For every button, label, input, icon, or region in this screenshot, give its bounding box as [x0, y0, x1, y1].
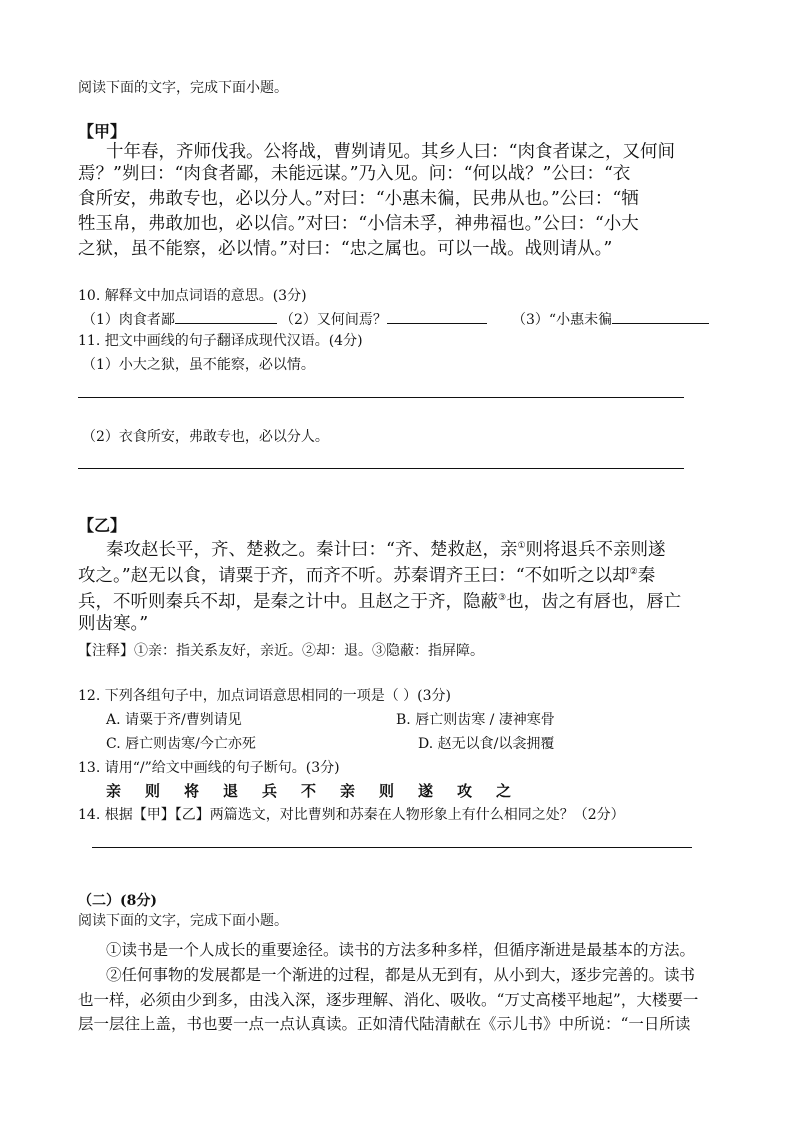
yi-annotation: 【注释】①亲：指关系友好，亲近。②却：退。③隐蔽：指屏障。: [78, 643, 484, 659]
question-10-item-3: （3）“小惠未徧: [512, 309, 709, 330]
answer-blank[interactable]: [175, 309, 277, 324]
yi-line-4: 则齿寒。”: [78, 614, 149, 634]
part-2-instruction: 阅读下面的文字，完成下面小题。: [78, 913, 288, 929]
question-13-sentence: 亲则将退兵不亲则遂攻之: [106, 782, 536, 800]
part-2-paragraph-2-line-2: 也一样，必须由少到多，由浅入深，逐步理解、消化、吸收。“万丈高楼平地起”，大楼要一: [78, 991, 699, 1009]
question-10-item-1: （1）肉食者鄙: [82, 309, 277, 330]
part-2-header: （二）(8分): [78, 893, 157, 909]
option-b[interactable]: B. 唇亡则齿寒 / 凄神寒骨: [396, 712, 555, 728]
jia-line-3: 食所安，弗敢专也，必以分人。”对曰：“小惠未徧，民弗从也。”公曰：“牺: [78, 189, 639, 209]
section-jia-header: 【甲】: [78, 122, 127, 141]
option-d[interactable]: D. 赵无以食/以衾拥覆: [418, 736, 555, 752]
jia-line-1: 十年春，齐师伐我。公将战，曹刿请见。其乡人曰：“肉食者谋之，又何间: [106, 142, 675, 162]
part-2-paragraph-2-line-1: ②任何事物的发展都是一个渐进的过程，都是从无到有，从小到大，逐步完善的。读书: [106, 966, 696, 984]
jia-line-4: 牲玉帛，弗敢加也，必以信。”对曰：“小信未孚，神弗福也。”公曰：“小大: [78, 214, 639, 234]
section-yi-header: 【乙】: [78, 516, 127, 535]
answer-line[interactable]: [78, 397, 684, 398]
yi-line-3: 兵，不听则秦兵不却，是秦之计中。且赵之于齐，隐蔽③也，齿之有唇也，唇亡: [78, 591, 682, 612]
question-10-item-2: （2）又何间焉？: [280, 309, 487, 330]
question-13-stem: 13. 请用“/”给文中画线的句子断句。(3分): [78, 760, 340, 776]
reading-instruction: 阅读下面的文字，完成下面小题。: [78, 80, 288, 96]
question-11-stem: 11. 把文中画线的句子翻译成现代汉语。(4分): [78, 333, 363, 349]
question-14-stem: 14. 根据【甲】【乙】两篇选文，对比曹刿和苏秦在人物形象上有什么相同之处？（2分）: [78, 807, 625, 823]
answer-blank[interactable]: [387, 309, 487, 324]
jia-line-5: 之狱，虽不能察，必以情。”对曰：“忠之属也。可以一战。战则请从。”: [78, 239, 613, 259]
jia-line-2: 焉？”刿曰：“肉食者鄙，未能远谋。”乃入见。问：“何以战？”公曰：“衣: [78, 164, 631, 184]
option-a[interactable]: A. 请粟于齐/曹刿请见: [106, 712, 242, 728]
answer-blank[interactable]: [612, 309, 709, 324]
question-11-item-2: （2）衣食所安，弗敢专也，必以分人。: [82, 429, 329, 445]
option-c[interactable]: C. 唇亡则齿寒/今亡亦死: [106, 736, 256, 752]
answer-line[interactable]: [92, 847, 692, 848]
question-10-stem: 10. 解释文中加点词语的意思。(3分): [78, 288, 307, 304]
part-2-paragraph-1: ①读书是一个人成长的重要途径。读书的方法多种多样，但循序渐进是最基本的方法。: [106, 941, 696, 959]
answer-line[interactable]: [78, 468, 684, 469]
question-12-stem: 12. 下列各组句子中，加点词语意思相同的一项是（ ）(3分): [78, 688, 451, 704]
yi-line-1: 秦攻赵长平，齐、楚救之。秦计曰：“齐、楚救赵，亲①则将退兵不亲则遂: [106, 539, 666, 560]
question-11-item-1: （1）小大之狱，虽不能察，必以情。: [82, 357, 315, 373]
yi-line-2: 攻之。”赵无以食，请粟于齐，而齐不听。苏秦谓齐王曰：“不如听之以却②秦: [78, 565, 656, 586]
part-2-paragraph-2-line-3: 层一层往上盖，书也要一点一点认真读。正如清代陆清献在《示儿书》中所说：“一日所读: [78, 1015, 691, 1033]
